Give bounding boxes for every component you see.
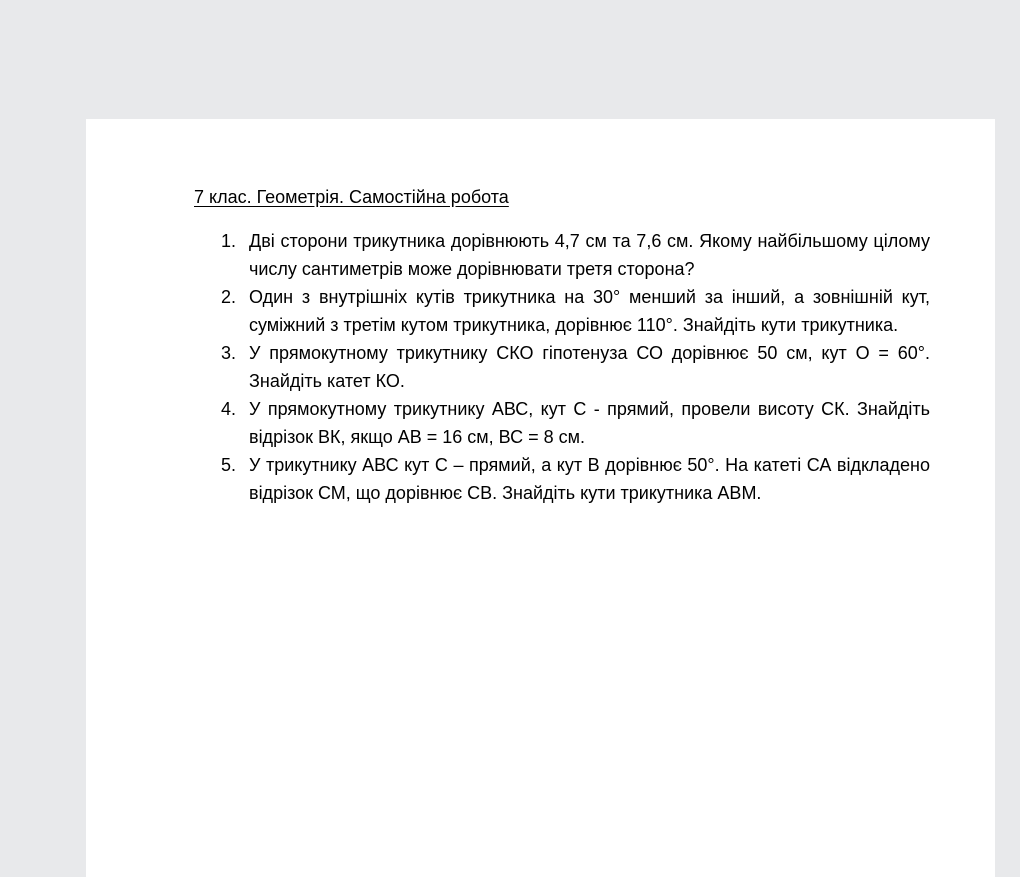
task-text: Один з внутрішніх кутів трикутника на 30° менший за інший, а зовнішній кут, суміжний з третім кутом трикутника, дорівнює 110°. Знайдіть кути трикутника. <box>249 287 930 335</box>
task-number: 3. <box>221 343 237 363</box>
task-number: 5. <box>221 455 237 475</box>
document-page <box>86 119 995 877</box>
document-title: 7 клас. Геометрія. Самостійна робота <box>194 187 509 207</box>
task-list <box>194 227 930 507</box>
task-text: У прямокутному трикутнику СКО гіпотенуза СО дорівнює 50 см, кут О = 60°. Знайдіть катет КО. <box>249 343 930 391</box>
task-item-5 <box>194 451 930 507</box>
task-item-3 <box>194 339 930 395</box>
task-item-4 <box>194 395 930 451</box>
task-text: У трикутнику АВС кут С – прямий, а кут В дорівнює 50°. На катеті СА відкладено відрізок СМ, що дорівнює СВ. Знайдіть кути трикутника АВМ. <box>249 455 930 503</box>
task-number: 2. <box>221 287 237 307</box>
task-number: 1. <box>221 231 237 251</box>
task-text: Дві сторони трикутника дорівнюють 4,7 см та 7,6 см. Якому найбільшому цілому числу сантиметрів може дорівнювати третя сторона? <box>249 231 930 279</box>
task-item-2 <box>194 283 930 339</box>
task-number: 4. <box>221 399 237 419</box>
task-text: У прямокутному трикутнику АВС, кут С - прямий, провели висоту СК. Знайдіть відрізок ВК, якщо АВ = 16 см, ВС = 8 см. <box>249 399 930 447</box>
task-item-1 <box>194 227 930 283</box>
